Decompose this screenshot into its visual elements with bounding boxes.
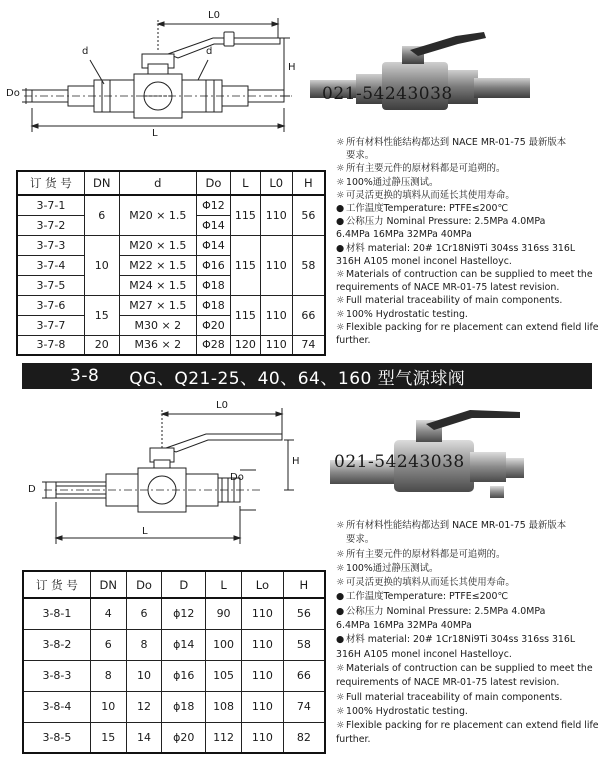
cell-h: 74 bbox=[283, 691, 325, 722]
notes-3-7 bbox=[336, 136, 606, 347]
cell-lo: 110 bbox=[241, 629, 283, 660]
header-l0: L0 bbox=[260, 171, 292, 195]
cell-order: 3-7-3 bbox=[17, 235, 84, 255]
cell-order: 3-7-6 bbox=[17, 295, 84, 315]
note-line: ☼ 可灵活更换的填料从而延长其使用寿命。 bbox=[336, 577, 515, 589]
dim-label-l: L bbox=[142, 526, 148, 537]
cell-order: 3-8-4 bbox=[23, 691, 90, 722]
section-banner-3-8 bbox=[22, 363, 592, 389]
note-line: ☼ Flexible packing for re placement can extend field life bbox=[336, 321, 599, 333]
header-do: Do bbox=[126, 571, 162, 598]
cell-h: 66 bbox=[292, 295, 325, 335]
cell-l: 100 bbox=[206, 629, 242, 660]
dim-label-l0: L0 bbox=[216, 400, 228, 411]
note-line: ☼ Materials of contruction can be supplied to meet the bbox=[336, 269, 593, 281]
note-line: ● 工作温度Temperature: PTFE≤200℃ bbox=[336, 203, 508, 215]
cell-dn: 8 bbox=[90, 660, 126, 691]
cell-d: M24 × 1.5 bbox=[119, 275, 196, 295]
cell-order: 3-7-1 bbox=[17, 195, 84, 215]
phone-number-1: 021-54243038 bbox=[322, 84, 453, 104]
note-line: ● 材料 material: 20# 1Cr18Ni9Ti 304ss 316ss 316L bbox=[336, 242, 576, 254]
table-row bbox=[23, 722, 325, 753]
table-row bbox=[23, 629, 325, 660]
cell-lo: 110 bbox=[241, 660, 283, 691]
note-line: ☼ Full material traceability of main components. bbox=[336, 691, 563, 703]
cell-h: 56 bbox=[292, 195, 325, 235]
note-line: ☼ Materials of contruction can be supplied to meet the bbox=[336, 662, 593, 674]
cell-do: 14 bbox=[126, 722, 162, 753]
note-line: ☼ 所有主要元件的原材料都是可追朔的。 bbox=[336, 548, 506, 560]
note-line: 要求。 bbox=[346, 534, 375, 546]
cell-order: 3-7-4 bbox=[17, 255, 84, 275]
cell-d: M20 × 1.5 bbox=[119, 235, 196, 255]
note-line: ☼ Full material traceability of main components. bbox=[336, 295, 563, 307]
note-line: 要求。 bbox=[346, 150, 375, 162]
cell-h: 66 bbox=[283, 660, 325, 691]
note-line: further. bbox=[336, 335, 371, 347]
cell-do: Φ16 bbox=[197, 255, 231, 275]
dim-label-l: L bbox=[152, 128, 158, 139]
valve-photo-3-7 bbox=[306, 30, 536, 120]
dim-label-d-right: d bbox=[206, 46, 213, 57]
dim-label-h: H bbox=[288, 62, 296, 73]
note-line: ☼ 所有材料性能结构都达到 NACE MR-01-75 最新版本 bbox=[336, 137, 567, 148]
note-line: 6.4MPa 16MPa 32MPa 40MPa bbox=[336, 620, 472, 632]
notes-3-8 bbox=[336, 519, 608, 748]
cell-l0: 110 bbox=[260, 195, 292, 235]
phone-number-2: 021-54243038 bbox=[334, 452, 465, 472]
cell-order: 3-8-3 bbox=[23, 660, 90, 691]
cell-l: 108 bbox=[206, 691, 242, 722]
cell-l: 115 bbox=[230, 295, 260, 335]
cell-d: M22 × 1.5 bbox=[119, 255, 196, 275]
cell-h: 56 bbox=[283, 598, 325, 629]
note-line: 316H A105 monel inconel Hastelloyc. bbox=[336, 255, 512, 267]
cell-dn: 20 bbox=[84, 335, 119, 355]
table-row bbox=[23, 691, 325, 722]
cell-d: M30 × 2 bbox=[119, 315, 196, 335]
cell-h: 74 bbox=[292, 335, 325, 355]
note-line: 6.4MPa 16MPa 32MPa 40MPa bbox=[336, 229, 472, 241]
cell-dn: 6 bbox=[90, 629, 126, 660]
cell-h: 58 bbox=[292, 235, 325, 295]
table-row bbox=[23, 660, 325, 691]
header-h: H bbox=[292, 171, 325, 195]
cell-d: ϕ16 bbox=[162, 660, 206, 691]
note-line: ☼ 所有材料性能结构都达到 NACE MR-01-75 最新版本 bbox=[336, 520, 567, 531]
cell-l: 105 bbox=[206, 660, 242, 691]
cell-lo: 110 bbox=[241, 722, 283, 753]
note-line: ☼ 100%通过静压测试。 bbox=[336, 176, 439, 188]
header-order-no: 订 货 号 bbox=[17, 171, 84, 195]
note-line: ☼ 100% Hydrostatic testing. bbox=[336, 705, 468, 717]
spec-table-3-7 bbox=[16, 170, 326, 356]
banner-title: QG、Q21-25、40、64、160 型气源球阀 bbox=[129, 368, 466, 389]
header-l: L bbox=[206, 571, 242, 598]
cell-do: Φ18 bbox=[197, 295, 231, 315]
cell-d: ϕ12 bbox=[162, 598, 206, 629]
cell-do: Φ28 bbox=[197, 335, 231, 355]
cell-dn: 4 bbox=[90, 598, 126, 629]
valve-drawing-3-7 bbox=[6, 8, 298, 148]
dim-label-d-left: d bbox=[82, 46, 89, 57]
cell-l0: 110 bbox=[260, 235, 292, 295]
cell-l0: 110 bbox=[260, 335, 292, 355]
valve-drawing-3-8 bbox=[26, 398, 306, 548]
banner-number: 3-8 bbox=[70, 366, 100, 386]
note-line: requirements of NACE MR-01-75 latest revision. bbox=[336, 282, 560, 294]
header-dn: DN bbox=[84, 171, 119, 195]
cell-d: M27 × 1.5 bbox=[119, 295, 196, 315]
cell-do: 6 bbox=[126, 598, 162, 629]
cell-l: 115 bbox=[230, 235, 260, 295]
cell-d: M20 × 1.5 bbox=[119, 195, 196, 235]
note-line: ● 材料 material: 20# 1Cr18Ni9Ti 304ss 316ss 316L bbox=[336, 634, 576, 646]
cell-lo: 110 bbox=[241, 691, 283, 722]
cell-do: Φ12 bbox=[197, 195, 231, 215]
cell-l: 112 bbox=[206, 722, 242, 753]
cell-h: 58 bbox=[283, 629, 325, 660]
cell-order: 3-7-8 bbox=[17, 335, 84, 355]
cell-do: 12 bbox=[126, 691, 162, 722]
header-h: H bbox=[283, 571, 325, 598]
cell-dn: 10 bbox=[84, 235, 119, 295]
cell-do: 8 bbox=[126, 629, 162, 660]
cell-order: 3-7-7 bbox=[17, 315, 84, 335]
spec-table-3-8 bbox=[22, 570, 326, 754]
note-line: ● 公称压力 Nominal Pressure: 2.5MPa 4.0MPa bbox=[336, 605, 546, 617]
header-d: d bbox=[119, 171, 196, 195]
cell-d: M36 × 2 bbox=[119, 335, 196, 355]
cell-dn: 10 bbox=[90, 691, 126, 722]
header-order-no: 订 货 号 bbox=[23, 571, 90, 598]
cell-order: 3-7-2 bbox=[17, 215, 84, 235]
dim-label-do: Do bbox=[230, 472, 244, 483]
cell-l0: 110 bbox=[260, 295, 292, 335]
dim-label-h: H bbox=[292, 456, 300, 467]
note-line: further. bbox=[336, 734, 371, 746]
cell-order: 3-8-1 bbox=[23, 598, 90, 629]
cell-l: 120 bbox=[230, 335, 260, 355]
cell-h: 82 bbox=[283, 722, 325, 753]
header-d: D bbox=[162, 571, 206, 598]
table-row bbox=[23, 598, 325, 629]
cell-d: ϕ14 bbox=[162, 629, 206, 660]
header-lo: Lo bbox=[241, 571, 283, 598]
cell-lo: 110 bbox=[241, 598, 283, 629]
header-do: Do bbox=[197, 171, 231, 195]
note-line: ☼ 可灵活更换的填料从而延长其使用寿命。 bbox=[336, 189, 515, 201]
cell-dn: 15 bbox=[90, 722, 126, 753]
dim-label-l0: L0 bbox=[208, 10, 220, 21]
cell-do: Φ20 bbox=[197, 315, 231, 335]
cell-do: Φ18 bbox=[197, 275, 231, 295]
cell-order: 3-7-5 bbox=[17, 275, 84, 295]
cell-l: 90 bbox=[206, 598, 242, 629]
cell-d: ϕ18 bbox=[162, 691, 206, 722]
cell-dn: 6 bbox=[84, 195, 119, 235]
note-line: ☼ 100%通过静压测试。 bbox=[336, 562, 439, 574]
note-line: ● 工作温度Temperature: PTFE≤200℃ bbox=[336, 591, 508, 603]
note-line: 316H A105 monel inconel Hastelloyc. bbox=[336, 648, 512, 660]
cell-order: 3-8-2 bbox=[23, 629, 90, 660]
cell-l: 115 bbox=[230, 195, 260, 235]
note-line: ☼ Flexible packing for re placement can extend field life bbox=[336, 720, 599, 732]
dim-label-do: Do bbox=[6, 88, 20, 99]
cell-order: 3-8-5 bbox=[23, 722, 90, 753]
cell-do: Φ14 bbox=[197, 215, 231, 235]
note-line: ● 公称压力 Nominal Pressure: 2.5MPa 4.0MPa bbox=[336, 216, 546, 228]
cell-dn: 15 bbox=[84, 295, 119, 335]
cell-do: Φ14 bbox=[197, 235, 231, 255]
header-l: L bbox=[230, 171, 260, 195]
dim-label-d: D bbox=[28, 484, 36, 495]
note-line: ☼ 所有主要元件的原材料都是可追朔的。 bbox=[336, 163, 506, 175]
cell-d: ϕ20 bbox=[162, 722, 206, 753]
note-line: ☼ 100% Hydrostatic testing. bbox=[336, 308, 468, 320]
header-dn: DN bbox=[90, 571, 126, 598]
cell-do: 10 bbox=[126, 660, 162, 691]
note-line: requirements of NACE MR-01-75 latest revision. bbox=[336, 677, 560, 689]
